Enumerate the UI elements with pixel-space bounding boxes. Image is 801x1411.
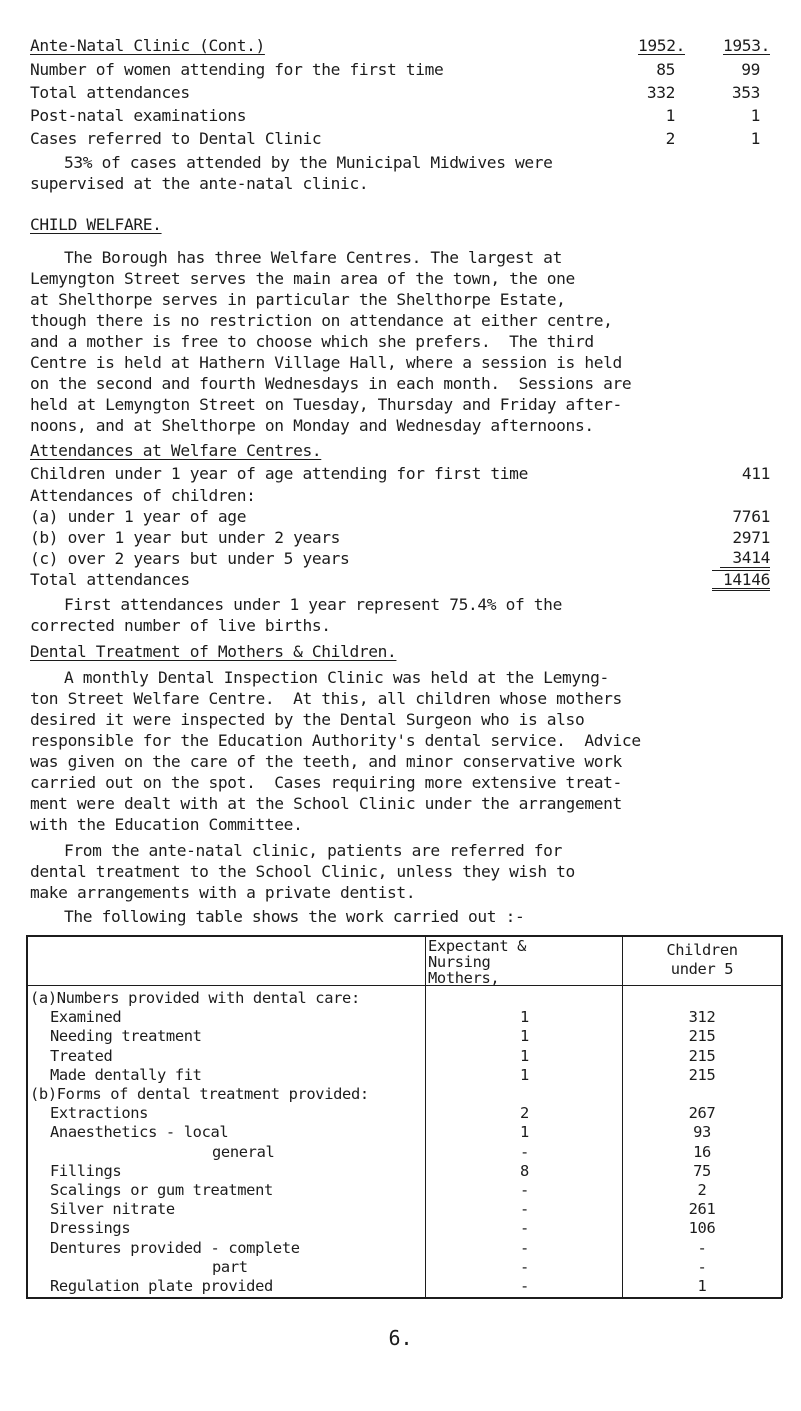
children-value: 1 [697, 1277, 707, 1295]
children-value: 267 [688, 1104, 716, 1122]
child-welfare-heading: CHILD WELFARE. [30, 215, 162, 234]
year-1953-header: 1953. [723, 36, 770, 55]
table-section-label: (b)Forms of dental treatment provided: [30, 1085, 369, 1103]
paragraph-line: carried out on the spot. Cases requiring more extensive treat- [30, 773, 622, 792]
table-row-label: Silver nitrate [50, 1200, 175, 1218]
antenatal-row-label: Post-natal examinations [30, 106, 247, 125]
mothers-value: 1 [520, 1027, 529, 1045]
table-bottom-border [26, 1297, 782, 1299]
table-right-border [781, 935, 783, 1298]
mothers-value: - [520, 1239, 529, 1257]
paragraph-line: responsible for the Education Authority's dental service. Advice [30, 731, 641, 750]
attendance-note: First attendances under 1 year represent 75.4% of the [64, 595, 562, 614]
mothers-value: 1 [520, 1123, 529, 1141]
children-value: 16 [693, 1143, 711, 1161]
antenatal-row-1952: 332 [646, 83, 675, 102]
table-row-label: Needing treatment [50, 1027, 202, 1045]
attendances-heading: Attendances at Welfare Centres. [30, 441, 322, 460]
antenatal-row-1953: 99 [741, 60, 760, 79]
paragraph-line: on the second and fourth Wednesdays in each month. Sessions are [30, 374, 632, 393]
paragraph-line: From the ante-natal clinic, patients are referred for [64, 841, 562, 860]
antenatal-heading: Ante-Natal Clinic (Cont.) [30, 36, 265, 55]
antenatal-row-1953: 1 [750, 129, 760, 148]
children-attendances-label: Attendances of children: [30, 486, 256, 505]
col-header-mothers: Nursing [428, 953, 491, 971]
table-section-label: (a)Numbers provided with dental care: [30, 989, 360, 1007]
antenatal-row-label: Total attendances [30, 83, 190, 102]
children-value: - [697, 1258, 707, 1276]
paragraph-line: at Shelthorpe serves in particular the Shelthorpe Estate, [30, 290, 566, 309]
table-left-border [26, 935, 28, 1298]
total-attendances-value: 14146 [712, 570, 770, 591]
table-row-label: Dentures provided - complete [50, 1239, 300, 1257]
children-value: 2 [697, 1181, 707, 1199]
paragraph-line: desired it were inspected by the Dental Surgeon who is also [30, 710, 585, 729]
attendance-row-label: (b) over 1 year but under 2 years [30, 528, 341, 547]
first-attendance-value: 411 [741, 464, 770, 483]
table-row-label: general [212, 1143, 275, 1161]
mothers-value: - [520, 1219, 529, 1237]
paragraph-line: dental treatment to the School Clinic, unless they wish to [30, 862, 575, 881]
mothers-value: - [520, 1277, 529, 1295]
antenatal-note: 53% of cases attended by the Municipal Midwives were [64, 153, 553, 172]
year-1952-header: 1952. [638, 36, 685, 55]
children-value: 312 [688, 1008, 716, 1026]
paragraph-line: held at Lemyngton Street on Tuesday, Thursday and Friday after- [30, 395, 622, 414]
first-attendance-label: Children under 1 year of age attending for first time [30, 464, 528, 483]
antenatal-row-1952: 85 [656, 60, 675, 79]
mothers-value: 1 [520, 1008, 529, 1026]
table-row-label: part [212, 1258, 248, 1276]
paragraph-line: ton Street Welfare Centre. At this, all children whose mothers [30, 689, 622, 708]
paragraph-line: make arrangements with a private dentist. [30, 883, 416, 902]
children-value: 75 [693, 1162, 711, 1180]
attendance-row-value: 7761 [732, 507, 770, 526]
table-header-border [26, 985, 782, 986]
total-attendances-label: Total attendances [30, 570, 190, 589]
antenatal-row-1953: 353 [731, 83, 760, 102]
table-row-label: Examined [50, 1008, 122, 1026]
paragraph-line: was given on the care of the teeth, and minor conservative work [30, 752, 622, 771]
antenatal-row-1952: 2 [665, 129, 675, 148]
mothers-value: - [520, 1258, 529, 1276]
paragraph-line: The Borough has three Welfare Centres. The largest at [64, 248, 562, 267]
mothers-value: 1 [520, 1047, 529, 1065]
table-row-label: Regulation plate provided [50, 1277, 273, 1295]
paragraph-line: with the Education Committee. [30, 815, 303, 834]
paragraph-line: noons, and at Shelthorpe on Monday and Wednesday afternoons. [30, 416, 594, 435]
mothers-value: 8 [520, 1162, 529, 1180]
table-row-label: Extractions [50, 1104, 149, 1122]
table-row-label: Treated [50, 1047, 113, 1065]
paragraph-line: Lemyngton Street serves the main area of the town, the one [30, 269, 575, 288]
children-value: 93 [693, 1123, 711, 1141]
mothers-value: - [520, 1143, 529, 1161]
mothers-value: - [520, 1200, 529, 1218]
antenatal-row-1953: 1 [750, 106, 760, 125]
children-value: 215 [688, 1027, 716, 1045]
table-row-label: Anaesthetics - local [50, 1123, 229, 1141]
page-number: 6. [388, 1326, 413, 1350]
col-header-mothers: Expectant & [428, 937, 527, 955]
table-row-label: Made dentally fit [50, 1066, 202, 1084]
table-top-border [26, 935, 782, 937]
table-row-label: Fillings [50, 1162, 122, 1180]
col-header-mothers: Mothers, [428, 969, 500, 987]
table-row-label: Scalings or gum treatment [50, 1181, 273, 1199]
attendance-note: corrected number of live births. [30, 616, 331, 635]
attendance-row-value: 3414 [720, 549, 770, 568]
antenatal-row-1952: 1 [665, 106, 675, 125]
mothers-value: 2 [520, 1104, 529, 1122]
table-row-label: Dressings [50, 1219, 131, 1237]
table-intro: The following table shows the work carried out :- [64, 907, 525, 926]
antenatal-row-label: Cases referred to Dental Clinic [30, 129, 322, 148]
attendance-row-value: 2971 [732, 528, 770, 547]
dental-heading: Dental Treatment of Mothers & Children. [30, 642, 397, 661]
col-header-children: under 5 [670, 960, 734, 978]
children-value: 106 [688, 1219, 716, 1237]
paragraph-line: Centre is held at Hathern Village Hall, where a session is held [30, 353, 622, 372]
antenatal-note: supervised at the ante-natal clinic. [30, 174, 369, 193]
attendance-row-label: (c) over 2 years but under 5 years [30, 549, 350, 568]
antenatal-row-label: Number of women attending for the first time [30, 60, 444, 79]
children-value: 215 [688, 1066, 716, 1084]
children-value: 261 [688, 1200, 716, 1218]
attendance-row-label: (a) under 1 year of age [30, 507, 247, 526]
children-value: - [697, 1239, 707, 1257]
col-header-children: Children [666, 941, 738, 959]
mothers-value: 1 [520, 1066, 529, 1084]
paragraph-line: A monthly Dental Inspection Clinic was held at the Lemyng- [64, 668, 609, 687]
paragraph-line: ment were dealt with at the School Clinic under the arrangement [30, 794, 622, 813]
mothers-value: - [520, 1181, 529, 1199]
children-value: 215 [688, 1047, 716, 1065]
paragraph-line: and a mother is free to choose which she prefers. The third [30, 332, 594, 351]
paragraph-line: though there is no restriction on attendance at either centre, [30, 311, 613, 330]
